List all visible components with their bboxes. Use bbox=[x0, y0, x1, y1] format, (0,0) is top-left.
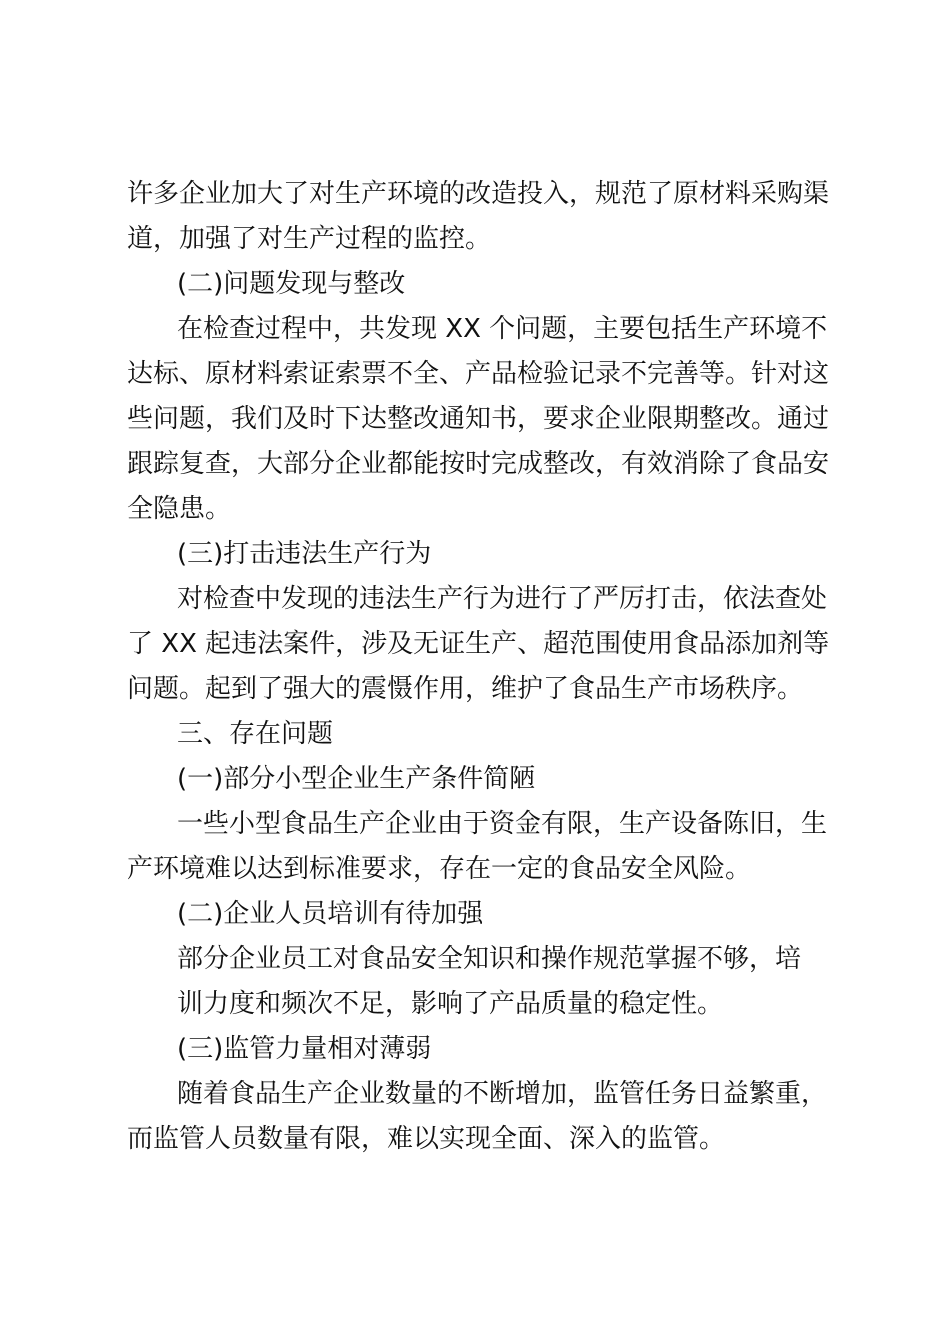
body-text-line: 问题。起到了强大的震慑作用，维护了食品生产市场秩序。 bbox=[127, 674, 804, 704]
body-text-line: 些问题，我们及时下达整改通知书，要求企业限期整改。通过 bbox=[127, 404, 830, 434]
body-text-line: 跟踪复查，大部分企业都能按时完成整改，有效消除了食品安 bbox=[127, 449, 830, 479]
body-text-line: 全隐患。 bbox=[127, 494, 232, 524]
chapter-heading: 三、存在问题 bbox=[177, 719, 334, 749]
body-text-line: 道，加强了对生产过程的监控。 bbox=[127, 224, 492, 254]
body-text-line: 许多企业加大了对生产环境的改造投入，规范了原材料采购渠 bbox=[127, 179, 830, 209]
body-text-line: 产环境难以达到标准要求，存在一定的食品安全风险。 bbox=[127, 854, 752, 884]
body-text-line: 在检查过程中，共发现 XX 个问题，主要包括生产环境不 bbox=[177, 314, 828, 344]
section-heading: (二)问题发现与整改 bbox=[177, 269, 406, 299]
body-text-line: 对检查中发现的违法生产行为进行了严厉打击，依法查处 bbox=[177, 584, 828, 614]
body-text-line: 随着食品生产企业数量的不断增加，监管任务日益繁重， bbox=[177, 1079, 828, 1109]
body-text-line: 一些小型食品生产企业由于资金有限，生产设备陈旧，生 bbox=[177, 809, 828, 839]
section-heading: (三)打击违法生产行为 bbox=[177, 539, 432, 569]
body-text-line: 了 XX 起违法案件，涉及无证生产、超范围使用食品添加剂等 bbox=[127, 629, 830, 659]
body-text-line: 训力度和频次不足，影响了产品质量的稳定性。 bbox=[177, 989, 724, 1019]
body-text-line: 部分企业员工对食品安全知识和操作规范掌握不够，培 bbox=[177, 944, 802, 974]
body-text-line: 达标、原材料索证索票不全、产品检验记录不完善等。针对这 bbox=[127, 359, 830, 389]
section-heading: (三)监管力量相对薄弱 bbox=[177, 1034, 432, 1064]
body-text-line: 而监管人员数量有限，难以实现全面、深入的监管。 bbox=[127, 1124, 726, 1154]
section-heading: (一)部分小型企业生产条件简陋 bbox=[177, 764, 536, 794]
section-heading: (二)企业人员培训有待加强 bbox=[177, 899, 484, 929]
